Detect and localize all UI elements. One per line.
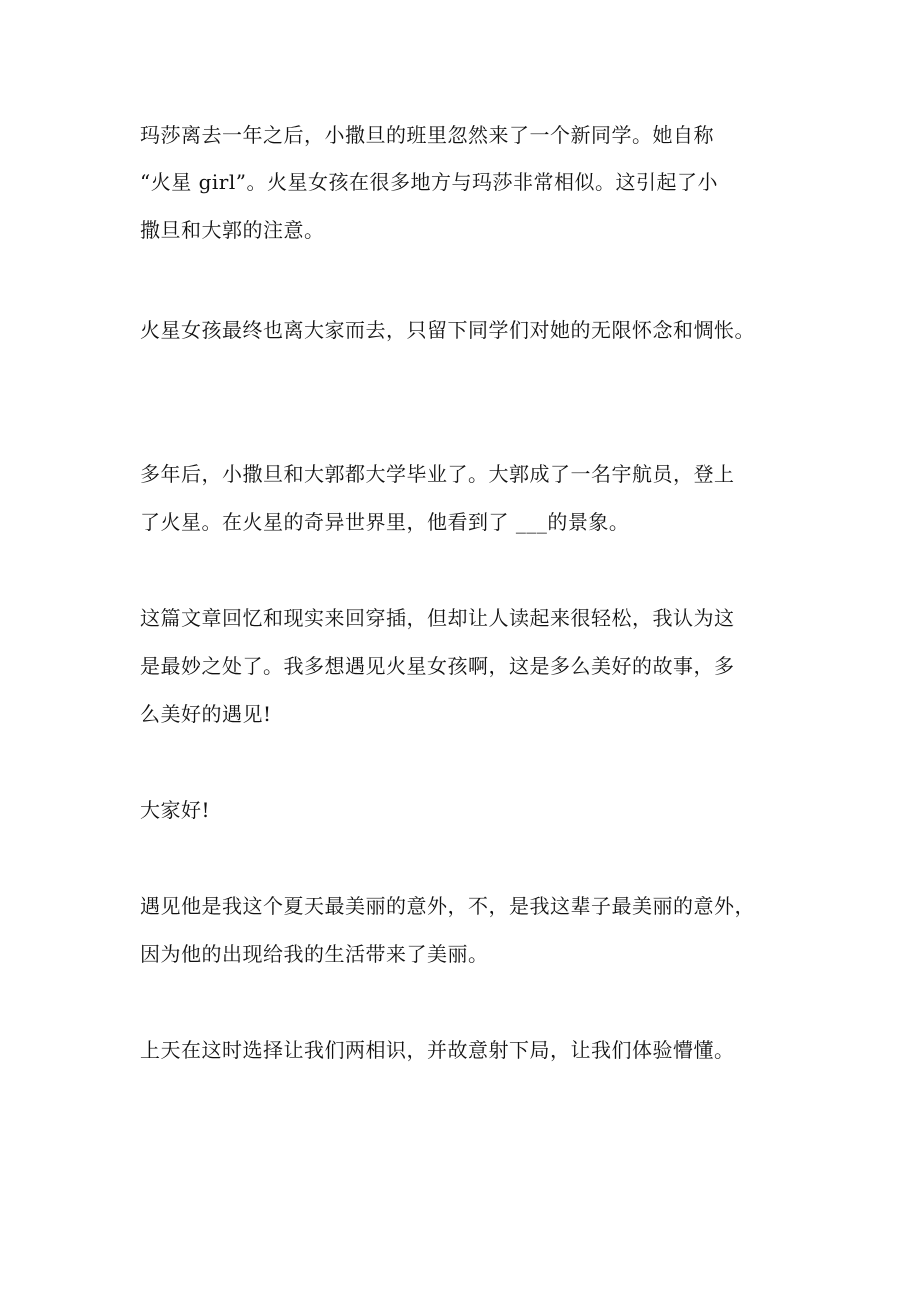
paragraph-4-line-3: 么美好的遇见! <box>140 702 272 726</box>
paragraph-1-line-3: 撒旦和大郭的注意。 <box>140 218 325 242</box>
paragraph-7-line-1: 上天在这时选择让我们两相识，并故意射下局，让我们体验懵懂。 <box>140 1038 735 1062</box>
paragraph-3-line-1: 多年后，小撒旦和大郭都大学毕业了。大郭成了一名宇航员，登上 <box>140 462 735 486</box>
paragraph-3-line-2: 了火星。在火星的奇异世界里，他看到了 ___的景象。 <box>140 510 630 534</box>
paragraph-6-line-2: 因为他的出现给我的生活带来了美丽。 <box>140 942 489 966</box>
paragraph-1-line-1: 玛莎离去一年之后，小撒旦的班里忽然来了一个新同学。她自称 <box>140 123 714 147</box>
paragraph-1-line-2: “火星 girl”。火星女孩在很多地方与玛莎非常相似。这引起了小 <box>140 170 718 194</box>
paragraph-6-line-1: 遇见他是我这个夏天最美丽的意外，不，是我这辈子最美丽的意外， <box>140 894 755 918</box>
paragraph-2-line-1: 火星女孩最终也离大家而去，只留下同学们对她的无限怀念和惆怅。 <box>140 318 755 342</box>
paragraph-5-line-1: 大家好! <box>140 798 211 822</box>
paragraph-4-line-1: 这篇文章回忆和现实来回穿插，但却让人读起来很轻松，我认为这 <box>140 606 735 630</box>
paragraph-4-line-2: 是最妙之处了。我多想遇见火星女孩啊，这是多么美好的故事，多 <box>140 654 735 678</box>
